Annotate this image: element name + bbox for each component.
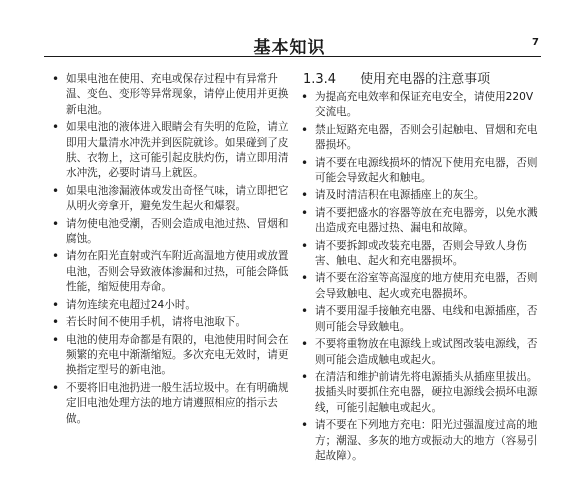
battery-precautions-list [52, 72, 290, 427]
list-item: • 如果电池渗漏液体或发出奇怪气味，请立即把它从明火旁拿开，避免发生起火和爆裂。 [52, 184, 290, 215]
list-item: • 请勿在阳光直射或汽车附近高温地方使用或放置电池，否则会导致液体渗漏和过热，可能会降低性能，缩短使用寿命。 [52, 249, 290, 295]
list-item: • 在清洁和维护前请先将电源插头从插座里拔出。拔插头时要抓住充电器，硬拉电源线会损坏电源线，可能引起触电或起火。 [301, 370, 541, 416]
list-item: • 请不要把盛水的容器等放在充电器旁，以免水溅出造成充电器过热、漏电和故障。 [301, 206, 541, 237]
list-item: • 请不要在电源线损坏的情况下使用充电器，否则可能会导致起火和触电。 [301, 156, 541, 187]
header-divider [44, 56, 541, 57]
list-item: • 如果电池在使用、充电或保存过程中有异常升温、变色、变形等异常现象，请停止使用并更换新电池。 [52, 72, 290, 118]
list-item: • 禁止短路充电器，否则会引起触电、冒烟和充电器损坏。 [301, 123, 541, 154]
list-item: • 请不要在浴室等高湿度的地方使用充电器，否则会导致触电、起火或充电器损坏。 [301, 271, 541, 302]
left-column [52, 72, 290, 429]
list-item: • 请勿使电池受潮，否则会造成电池过热、冒烟和腐蚀。 [52, 217, 290, 248]
list-item: • 若长时间不使用手机，请将电池取下。 [52, 315, 290, 330]
page-number: 7 [532, 37, 539, 48]
list-item: • 不要将重物放在电源线上或试图改装电源线，否则可能会造成触电或起火。 [301, 337, 541, 368]
right-column [301, 72, 541, 466]
list-item: • 请不要用湿手接触充电器、电线和电源插座，否则可能会导致触电。 [301, 304, 541, 335]
charger-precautions-list [301, 90, 541, 464]
list-item: • 为提高充电效率和保证充电安全，请使用220V 交流电。 [301, 90, 541, 121]
page-title: 基本知识 [253, 38, 326, 58]
section-heading [301, 72, 541, 88]
list-item: • 如果电池的液体进入眼睛会有失明的危险，请立即用大量清水冲洗并到医院就诊。如果碰到了皮肤、衣物上，这可能引起皮肤灼伤，请立即用清水冲洗，必要时请马上就医。 [52, 120, 290, 182]
list-item: • 不要将旧电池扔进一般生活垃圾中。在有明确规定旧电池处理方法的地方请遵照相应的指示去做。 [52, 381, 290, 427]
section-title: 使用充电器的注意事项 [360, 72, 491, 87]
list-item: • 请不要拆卸或改装充电器，否则会导致人身伤害、触电、起火和充电器损坏。 [301, 239, 541, 270]
list-item: • 请不要在下列地方充电：阳光过强温度过高的地方；潮湿、多灰的地方或振动大的地方（容易引起故障）。 [301, 418, 541, 464]
section-number: 1.3.4 [303, 72, 337, 87]
list-item: • 请及时清洁积在电源插座上的灰尘。 [301, 188, 541, 203]
list-item: • 电池的使用寿命都是有限的，电池使用时间会在频繁的充电中渐渐缩短。多次充电无效时，请更换指定型号的新电池。 [52, 333, 290, 379]
list-item: • 请勿连续充电超过24小时。 [52, 298, 290, 313]
